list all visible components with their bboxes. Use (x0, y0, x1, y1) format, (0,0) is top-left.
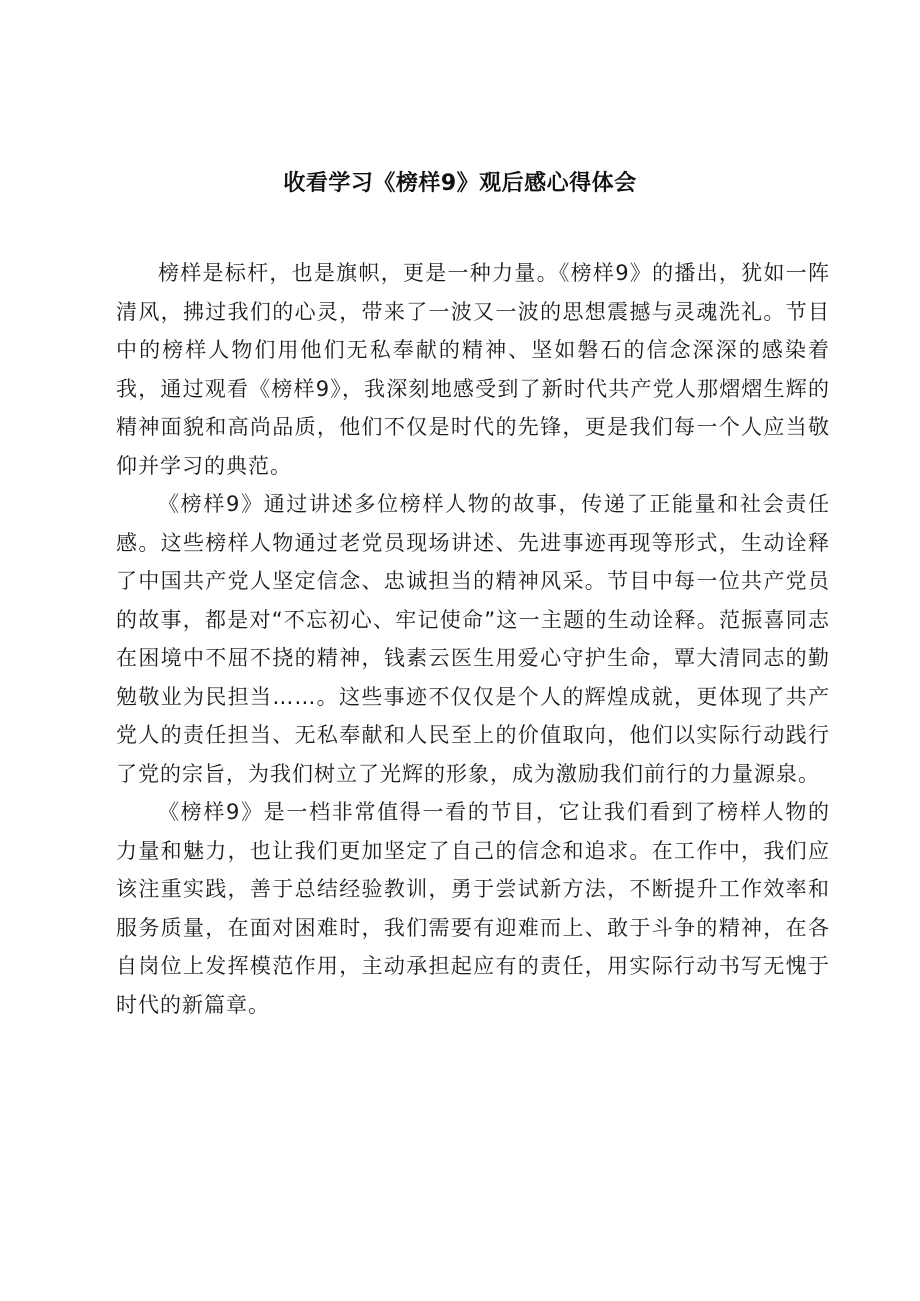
document-title: 收看学习《榜样9》观后感心得体会 (283, 171, 637, 196)
paragraph-1: 榜样是标杆，也是旗帜，更是一种力量。《榜样9》的播出，犹如一阵清风，拂过我们的心灵，带来了一波又一波的思想震撼与灵魂洗礼。节目中的榜样人物们用他们无私奉献的精神、坚如磐石的信念深深的感染着我，通过观看《榜样9》，我深刻地感受到了新时代共产党人那熠熠生辉的精神面貌和高尚品质，他们不仅是时代的先锋，更是我们每一个人应当敬仰并学习的典范。 (116, 261, 830, 478)
paragraph-3: 《榜样9》是一档非常值得一看的节目，它让我们看到了榜样人物的力量和魅力，也让我们更加坚定了自己的信念和追求。在工作中，我们应该注重实践，善于总结经验教训，勇于尝试新方法，不断提升工作效率和服务质量，在面对困难时，我们需要有迎难而上、敢于斗争的精神，在各自岗位上发挥模范作用，主动承担起应有的责任，用实际行动书写无愧于时代的新篇章。 (116, 800, 830, 1017)
document-body (116, 254, 830, 1024)
paragraph-2: 《榜样9》通过讲述多位榜样人物的故事，传递了正能量和社会责任感。这些榜样人物通过老党员现场讲述、先进事迹再现等形式，生动诠释了中国共产党人坚定信念、忠诚担当的精神风采。节目中每一位共产党员的故事，都是对“不忘初心、牢记使命”这一主题的生动诠释。范振喜同志在困境中不屈不挠的精神，钱素云医生用爱心守护生命，覃大清同志的勤勉敬业为民担当……。这些事迹不仅仅是个人的辉煌成就，更体现了共产党人的责任担当、无私奉献和人民至上的价值取向，他们以实际行动践行了党的宗旨，为我们树立了光辉的形象，成为激励我们前行的力量源泉。 (116, 492, 830, 786)
